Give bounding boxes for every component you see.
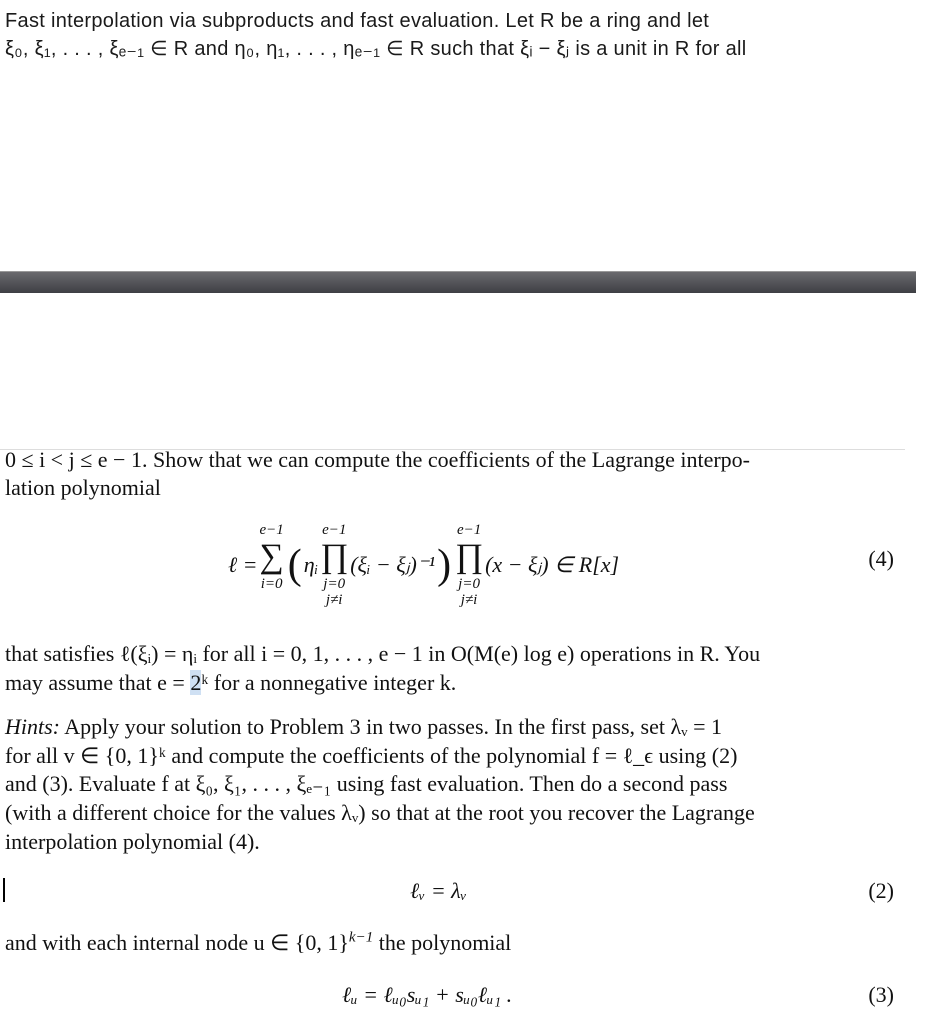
equation-2: ℓᵥ = λᵥ: [410, 878, 467, 903]
hint-line: [5, 714, 722, 740]
paren-open: (: [287, 542, 302, 588]
prod-lower-2: j≠i: [325, 592, 343, 608]
equation-number: (3): [868, 982, 894, 1007]
text: Apply your solution to Problem 3 in two passes. In the first pass, set λᵥ = 1: [60, 714, 723, 739]
equation-4: [228, 522, 619, 608]
text-line: lation polynomial: [5, 475, 161, 500]
text: may assume that e =: [5, 670, 191, 695]
hint-line: interpolation polynomial (4).: [5, 829, 260, 854]
prod-lower: j=0: [323, 576, 346, 592]
equation-number: (2): [868, 878, 894, 903]
text-line: Fast interpolation via subproducts and fast evaluation. Let R be a ring and let: [5, 10, 710, 32]
prod-symbol: ∏: [455, 538, 484, 575]
text-line: that satisfies ℓ(ξᵢ) = ηᵢ for all i = 0, 1, . . . , e − 1 in O(M(e) log e) operations in R. You: [5, 641, 761, 666]
equation-3: ℓᵤ = ℓᵤ₀sᵤ₁ + sᵤ₀ℓᵤ₁ .: [342, 982, 513, 1007]
text-line: ξ₀, ξ₁, . . . , ξₑ₋₁ ∈ R and η₀, η₁, . . . , ηₑ₋₁ ∈ R such that ξᵢ − ξⱼ is a unit in R for all: [5, 38, 747, 60]
hint-line: (with a different choice for the values λᵥ) so that at the root you recover the Lagrange: [5, 800, 755, 825]
text-line: [5, 930, 511, 956]
superscript: k−1: [348, 929, 374, 946]
selected-text: 2: [190, 670, 202, 695]
text: the polynomial: [373, 930, 512, 955]
text-line: 0 ≤ i < j ≤ e − 1. Show that we can compute the coefficients of the Lagrange interpo-: [5, 447, 750, 472]
paren-close: ): [437, 542, 452, 588]
eq-term1: (ξᵢ − ξⱼ)⁻¹: [350, 552, 436, 577]
text: ᵏ for a nonnegative integer k.: [201, 670, 457, 695]
hint-line: for all v ∈ {0, 1}ᵏ and compute the coefficients of the polynomial f = ℓ_ϵ using (2): [5, 743, 738, 768]
text: and with each internal node u ∈ {0, 1}: [5, 930, 349, 955]
text-cursor: [3, 878, 5, 902]
eq-eta: ηᵢ: [303, 552, 319, 577]
sum-upper: e−1: [259, 522, 284, 538]
eq-term2: (x − ξⱼ) ∈ R[x]: [485, 552, 620, 577]
equation-number: (4): [868, 546, 894, 571]
sum-operator: [260, 522, 284, 608]
prod-lower: j=0: [458, 576, 480, 592]
toolbar-divider: [0, 271, 916, 293]
prod-upper: e−1: [322, 522, 347, 538]
prod-operator: [320, 522, 348, 608]
sum-symbol: ∑: [259, 538, 284, 575]
prod-upper: e−1: [456, 522, 482, 538]
sum-lower: i=0: [260, 576, 283, 592]
hints-label: Hints:: [5, 714, 60, 739]
text-line: [5, 670, 456, 696]
prod-lower-2: j≠i: [460, 592, 478, 608]
prod-symbol: ∏: [320, 538, 349, 575]
eq-lhs: ℓ =: [228, 552, 258, 577]
prod-operator: [455, 522, 483, 608]
hint-line: and (3). Evaluate f at ξ₀, ξ₁, . . . , ξₑ₋₁ using fast evaluation. Then do a second pass: [5, 771, 728, 796]
